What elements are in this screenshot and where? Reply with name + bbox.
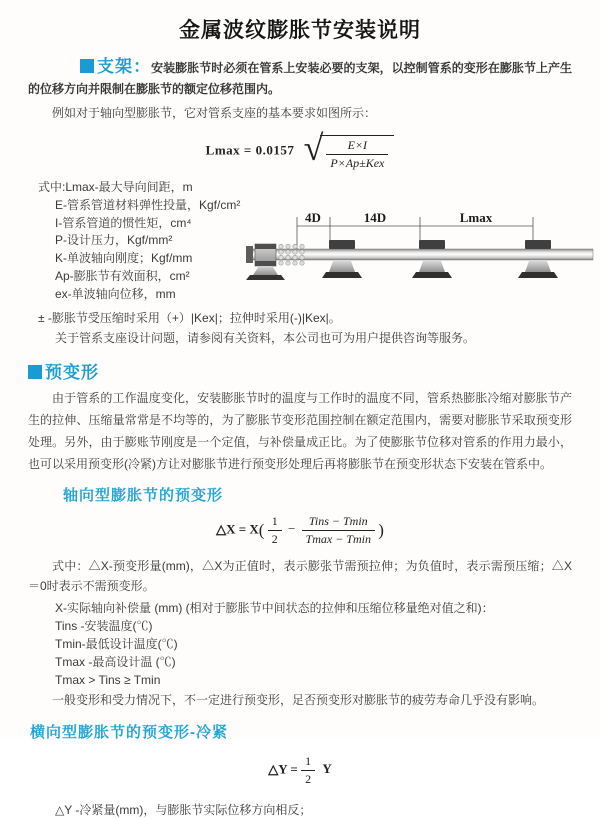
axial-subtitle: 轴向型膨胀节的预变形 <box>63 487 224 504</box>
consulting-note: 关于管系支座设计问题，请参阅有关资料，本公司也可为用户提供咨询等服务。 <box>55 331 476 345</box>
support-intro-text: 安装膨胀节时必须在管系上安装必要的支架，以控制管系的变形在膨胀节上产生的位移方向并限制在膨胀节的额定位移范围内。 <box>28 61 572 96</box>
predeform-section-header: 预变形 <box>45 363 99 382</box>
lateral-subtitle: 横向型膨胀节的预变形-冷紧 <box>30 724 228 741</box>
definition-line: E-管系管道材料弹性投量，Kgf/cm² <box>55 197 241 212</box>
dx-temperature-fraction <box>302 514 375 547</box>
delta-y-formula <box>0 754 600 787</box>
dx-half-numerator: 1 <box>268 514 282 531</box>
tmin-definition: Tmin-最低设计温度(℃) <box>55 637 178 651</box>
cold-tightening-note: △Y -冷紧量(mm)，与膨胀节实际位移方向相反； <box>55 803 312 817</box>
dx-temp-denominator: Tmax − Tmin <box>305 532 371 546</box>
label-4d: 4D <box>305 210 321 225</box>
dx-temp-numerator: Tins − Tmin <box>302 514 375 531</box>
x-definition-line: X-实际轴向补偿量 (mm) (相对于膨胀节中间状态的拉伸和压缩位移量绝对值之和)： <box>55 601 494 615</box>
dimension-labels <box>305 210 493 225</box>
definition-line: I-管系管道的惯性矩，cm⁴ <box>55 215 192 230</box>
delta-x-formula <box>0 514 600 547</box>
lmax-formula-fraction <box>326 138 388 171</box>
lmax-fraction-numerator: E×I <box>326 138 388 155</box>
label-lmax: Lmax <box>459 210 493 225</box>
dy-formula-lhs: △Y = <box>268 761 298 777</box>
dx-half-denominator: 2 <box>271 532 278 546</box>
page-title: 金属波纹膨胀节安装说明 <box>179 19 421 42</box>
pipe-support-diagram <box>245 209 597 304</box>
dy-half-fraction <box>301 754 315 787</box>
lmax-formula-lhs: Lmax = 0.0157 <box>205 142 295 158</box>
dx-minus-operator: − <box>287 521 296 537</box>
definition-line: K-单波轴向刚度；Kgf/mm <box>55 251 193 266</box>
support-example-line: 例如对于轴向型膨胀节，它对管系支座的基本要求如图所示： <box>52 106 377 120</box>
definition-line: ex-单波轴向位移，mm <box>55 286 176 301</box>
temperature-inequality: Tmax > Tins ≥ Tmin <box>55 673 161 687</box>
plus-minus-note: ± -膨胀节受压缩时采用（+）|Kex|；拉伸时采用(-)|Kex|。 <box>38 311 341 325</box>
section-marker-icon <box>80 59 94 73</box>
dx-formula-lhs: △X = X <box>216 521 259 537</box>
section-marker-icon <box>28 365 42 379</box>
fatigue-note: 一般变形和受力情况下，不一定进行预变形，足否预变形对膨胀节的疲劳寿命几乎没有影响。 <box>52 693 545 707</box>
dx-explanation-paragraph: 式中：△X-预变形量(mm)，△X为正值时，表示膨张节需预拉伸；为负值时，表示需预压缩；△X＝0时表示不需预变形。 <box>28 559 572 593</box>
definition-line: 式中:Lmax-最大导向间距，m <box>38 180 193 194</box>
dx-open-paren: ( <box>258 520 265 540</box>
tmax-definition: Tmax -最高设计温 (℃) <box>55 655 176 669</box>
predeform-section-header-row <box>28 358 600 383</box>
tins-definition: Tins -安装温度(℃) <box>55 619 153 633</box>
sqrt-radical <box>303 128 395 171</box>
dx-close-paren: ) <box>378 520 384 540</box>
lmax-formula <box>0 128 600 171</box>
symbol-definitions-block <box>38 179 600 306</box>
support-intro-paragraph <box>28 56 572 100</box>
dx-half-fraction <box>268 514 282 547</box>
predeform-body-paragraph: 由于管系的工作温度变化，安装膨胀节时的温度与工作时的温度不同，管系热膨胀冷缩对膨胀节产生的拉伸、压缩量常常是不均等的，为了膨胀节变形范围控制在额定范围内，需要对膨胀节采取预变形处理。另外，由于膨账节刚度是一个定值，与补偿量成正比。为了使膨胀节位移对管系的作用力最小，也可以采用预变形(冷紧)方让对膨胀节进行预变形处理后再将膨胀节在预变形状态下安装在管系中。 <box>28 391 572 471</box>
definition-line: Ap-膨胀节有效面积，cm² <box>55 268 190 283</box>
lmax-fraction-denominator: P×Ap±Kex <box>330 156 385 170</box>
support-section-header: 支架： <box>97 57 152 76</box>
dy-half-denominator: 2 <box>305 772 312 786</box>
dy-formula-rhs: Y <box>322 761 332 777</box>
label-14d: 14D <box>363 210 387 225</box>
radical-sign-icon: √ <box>303 128 324 168</box>
dy-half-numerator: 1 <box>301 754 315 771</box>
definition-line: P-设计压力，Kgf/mm² <box>55 233 173 248</box>
